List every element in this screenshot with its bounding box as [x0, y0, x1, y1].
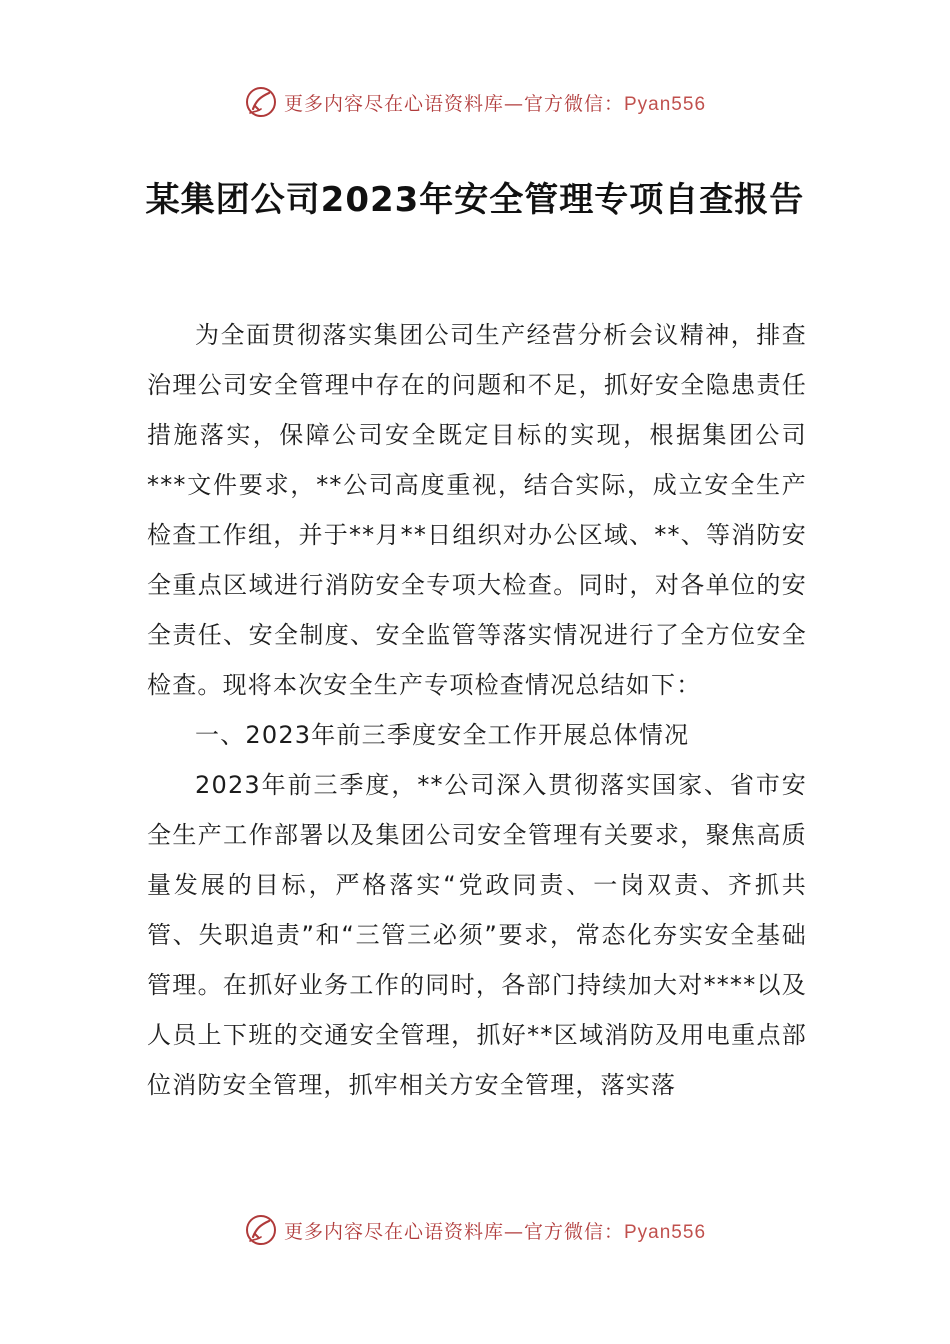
section-heading-1: 一、2023年前三季度安全工作开展总体情况 [195, 721, 690, 749]
pen-signature-logo-icon [244, 85, 278, 119]
banner-slogan: 更多内容尽在心语资料库—官方微信： [283, 1220, 624, 1243]
banner-slogan: 更多内容尽在心语资料库—官方微信： [283, 92, 624, 115]
header-banner [0, 82, 950, 122]
banner-text [284, 1217, 706, 1244]
banner-text [284, 89, 706, 116]
intro-paragraph: 为全面贯彻落实集团公司生产经营分析会议精神，排查治理公司安全管理中存在的问题和不足，抓好安全隐患责任措施落实，保障公司安全既定目标的实现，根据集团公司***文件要求，**公司高度重视，结合实际，成立安全生产检查工作组，并于**月**日组织对办公区域、**、等消防安全重点区域进行消防安全专项大检查。同时，对各单位的安全责任、安全制度、安全监管等落实情况进行了全方位安全检查。现将本次安全生产专项检查情况总结如下： [147, 321, 807, 699]
section-paragraph-1: 2023年前三季度，**公司深入贯彻落实国家、省市安全生产工作部署以及集团公司安全管理有关要求，聚焦高质量发展的目标，严格落实“党政同责、一岗双责、齐抓共管、失职追责”和“三管三必须”要求，常态化夯实安全基础管理。在抓好业务工作的同时，各部门持续加大对****以及人员上下班的交通安全管理，抓好**区域消防及用电重点部位消防安全管理，抓牢相关方安全管理，落实落 [147, 771, 807, 1099]
footer-banner [0, 1210, 950, 1250]
document-title: 某集团公司2023年安全管理专项自查报告 [145, 180, 805, 220]
banner-wechat-id: Pyan556 [624, 93, 707, 115]
pen-signature-logo-icon [244, 1213, 278, 1247]
banner-wechat-id: Pyan556 [624, 1221, 707, 1243]
document-body [147, 310, 807, 1110]
